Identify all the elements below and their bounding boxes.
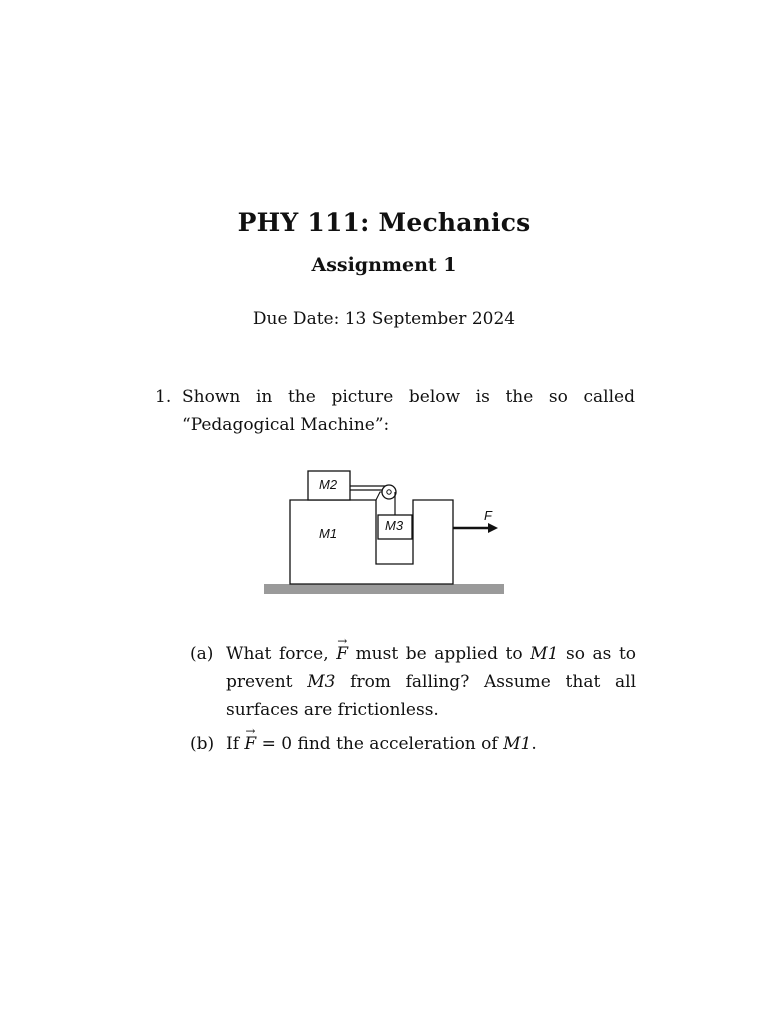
- course-title: PHY 111: Mechanics: [237, 208, 531, 237]
- part-a-t4: from falling? Assume that all surfaces are frictionless.: [226, 672, 637, 720]
- force-vector-symbol: → F: [244, 730, 256, 758]
- label-m2-text: M2: [319, 477, 338, 492]
- problem-number: 1.: [155, 387, 172, 407]
- part-a: [190, 640, 636, 724]
- mass-m1-symbol: M1: [530, 644, 559, 664]
- pedagogical-machine-diagram: [262, 466, 506, 598]
- mass-m1-symbol: M1: [503, 734, 532, 754]
- part-b: [190, 730, 636, 758]
- part-a-t1: What force,: [226, 644, 329, 664]
- label-m3-text: M3: [385, 518, 404, 533]
- label-force-text: F: [484, 508, 492, 523]
- force-arrow-head: [488, 523, 498, 533]
- due-date: Due Date: 13 September 2024: [252, 309, 516, 329]
- label-m3: [385, 518, 403, 533]
- label-m1: [319, 526, 337, 541]
- force-vector-symbol: → F: [336, 640, 348, 668]
- problem-statement: Shown in the picture below is the so called “Pedagogical Machine”:: [182, 387, 635, 435]
- assignment-title: Assignment 1: [311, 254, 457, 276]
- mass-m3-symbol: M3: [307, 672, 336, 692]
- diagram-svg: [262, 466, 506, 598]
- part-a-text: [226, 640, 636, 724]
- problem-parts: [190, 640, 636, 764]
- block-m1: [290, 500, 453, 584]
- part-b-text: [226, 730, 636, 758]
- pulley-axle: [387, 490, 391, 494]
- label-force: [484, 508, 492, 523]
- part-a-t3: so as to prevent: [226, 644, 637, 692]
- part-b-t2: = 0 find the acceleration of: [261, 734, 498, 754]
- label-m1-text: M1: [319, 526, 338, 541]
- problem-1: [155, 383, 635, 439]
- part-a-label: (a): [190, 644, 214, 664]
- part-b-t1: If: [226, 734, 240, 754]
- part-a-t2: must be applied to: [355, 644, 523, 664]
- ground-surface: [264, 584, 504, 594]
- part-b-t3: .: [531, 734, 537, 754]
- part-b-label: (b): [190, 734, 215, 754]
- label-m2: [319, 477, 337, 492]
